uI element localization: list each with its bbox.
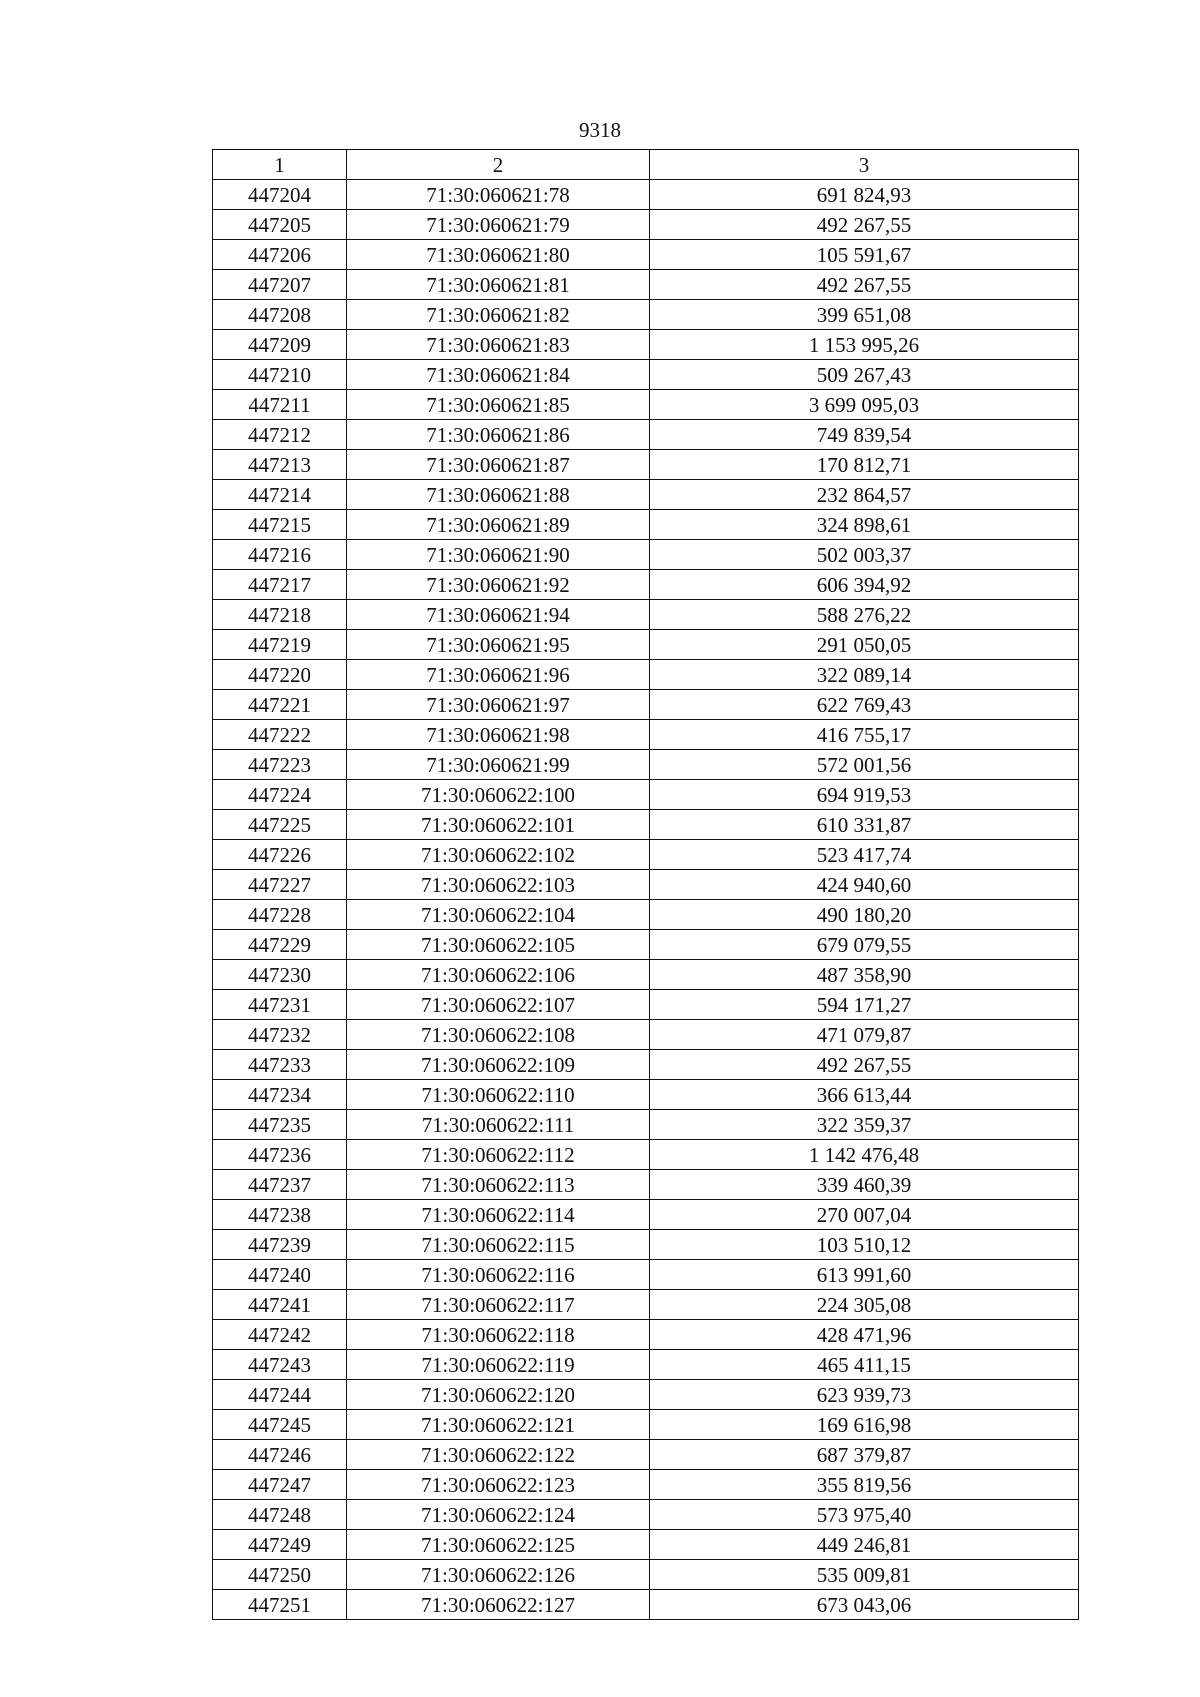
table-cell: 679 079,55 [650, 930, 1079, 960]
table-cell: 447216 [213, 540, 347, 570]
table-cell: 71:30:060622:119 [347, 1350, 650, 1380]
table-row [213, 1530, 1079, 1560]
page-number: 9318 [579, 118, 621, 142]
table-cell: 447229 [213, 930, 347, 960]
table-row [213, 420, 1079, 450]
table-cell: 447236 [213, 1140, 347, 1170]
table-header-row [213, 150, 1079, 180]
table-row [213, 330, 1079, 360]
table-cell: 471 079,87 [650, 1020, 1079, 1050]
table-cell: 447205 [213, 210, 347, 240]
table-cell: 3 699 095,03 [650, 390, 1079, 420]
table-cell: 71:30:060621:92 [347, 570, 650, 600]
table-cell: 623 939,73 [650, 1380, 1079, 1410]
table-cell: 270 007,04 [650, 1200, 1079, 1230]
table-cell: 71:30:060622:120 [347, 1380, 650, 1410]
table-row [213, 1350, 1079, 1380]
table-row [213, 690, 1079, 720]
table-row [213, 780, 1079, 810]
table-cell: 691 824,93 [650, 180, 1079, 210]
table-cell: 447233 [213, 1050, 347, 1080]
data-table [212, 149, 1079, 1620]
table-cell: 447210 [213, 360, 347, 390]
table-cell: 447235 [213, 1110, 347, 1140]
table-cell: 71:30:060622:121 [347, 1410, 650, 1440]
table-row [213, 1020, 1079, 1050]
table-cell: 416 755,17 [650, 720, 1079, 750]
column-header: 1 [213, 150, 347, 180]
table-cell: 610 331,87 [650, 810, 1079, 840]
table-cell: 71:30:060622:122 [347, 1440, 650, 1470]
table-cell: 447206 [213, 240, 347, 270]
table-cell: 1 153 995,26 [650, 330, 1079, 360]
table-row [213, 810, 1079, 840]
table-row [213, 570, 1079, 600]
table-row [213, 1290, 1079, 1320]
table-cell: 447244 [213, 1380, 347, 1410]
table-cell: 447230 [213, 960, 347, 990]
table-cell: 606 394,92 [650, 570, 1079, 600]
table-cell: 573 975,40 [650, 1500, 1079, 1530]
table-cell: 447249 [213, 1530, 347, 1560]
table-cell: 71:30:060621:95 [347, 630, 650, 660]
table-cell: 103 510,12 [650, 1230, 1079, 1260]
table-row [213, 360, 1079, 390]
table-cell: 71:30:060622:102 [347, 840, 650, 870]
table-cell: 71:30:060621:88 [347, 480, 650, 510]
table-cell: 71:30:060622:100 [347, 780, 650, 810]
table-cell: 447226 [213, 840, 347, 870]
table-cell: 447227 [213, 870, 347, 900]
table-row [213, 300, 1079, 330]
table-cell: 71:30:060622:103 [347, 870, 650, 900]
table-cell: 71:30:060622:101 [347, 810, 650, 840]
table-cell: 71:30:060621:97 [347, 690, 650, 720]
table-cell: 355 819,56 [650, 1470, 1079, 1500]
table-cell: 492 267,55 [650, 1050, 1079, 1080]
table-row [213, 930, 1079, 960]
table-cell: 71:30:060621:98 [347, 720, 650, 750]
table-cell: 71:30:060622:107 [347, 990, 650, 1020]
table-row [213, 1170, 1079, 1200]
table-row [213, 750, 1079, 780]
table-row [213, 1320, 1079, 1350]
table-cell: 71:30:060621:84 [347, 360, 650, 390]
table-cell: 71:30:060621:94 [347, 600, 650, 630]
table-cell: 447228 [213, 900, 347, 930]
table-cell: 71:30:060622:106 [347, 960, 650, 990]
table-cell: 1 142 476,48 [650, 1140, 1079, 1170]
table-row [213, 540, 1079, 570]
table-row [213, 480, 1079, 510]
table-cell: 169 616,98 [650, 1410, 1079, 1440]
table-cell: 447208 [213, 300, 347, 330]
column-header: 3 [650, 150, 1079, 180]
table-cell: 447221 [213, 690, 347, 720]
table-row [213, 630, 1079, 660]
table-row [213, 1380, 1079, 1410]
table-cell: 447239 [213, 1230, 347, 1260]
table-cell: 694 919,53 [650, 780, 1079, 810]
table-cell: 447247 [213, 1470, 347, 1500]
table-cell: 71:30:060622:123 [347, 1470, 650, 1500]
table-row [213, 450, 1079, 480]
table-cell: 447218 [213, 600, 347, 630]
table-cell: 502 003,37 [650, 540, 1079, 570]
table-cell: 71:30:060622:109 [347, 1050, 650, 1080]
table-row [213, 1590, 1079, 1620]
table-cell: 447246 [213, 1440, 347, 1470]
table-cell: 447207 [213, 270, 347, 300]
table-row [213, 600, 1079, 630]
table-cell: 71:30:060622:114 [347, 1200, 650, 1230]
table-row [213, 240, 1079, 270]
table-row [213, 390, 1079, 420]
table-cell: 447231 [213, 990, 347, 1020]
table-cell: 232 864,57 [650, 480, 1079, 510]
table-cell: 447213 [213, 450, 347, 480]
table-row [213, 1230, 1079, 1260]
table-cell: 71:30:060621:99 [347, 750, 650, 780]
table-cell: 71:30:060622:118 [347, 1320, 650, 1350]
table-cell: 71:30:060622:124 [347, 1500, 650, 1530]
table-cell: 224 305,08 [650, 1290, 1079, 1320]
table-cell: 447220 [213, 660, 347, 690]
table-cell: 170 812,71 [650, 450, 1079, 480]
table-cell: 71:30:060621:80 [347, 240, 650, 270]
table-cell: 447217 [213, 570, 347, 600]
table-cell: 588 276,22 [650, 600, 1079, 630]
table-cell: 447224 [213, 780, 347, 810]
table-row [213, 180, 1079, 210]
table-cell: 447234 [213, 1080, 347, 1110]
table-cell: 447243 [213, 1350, 347, 1380]
table-cell: 105 591,67 [650, 240, 1079, 270]
table-cell: 71:30:060622:125 [347, 1530, 650, 1560]
table-row [213, 840, 1079, 870]
table-cell: 673 043,06 [650, 1590, 1079, 1620]
table-cell: 71:30:060621:86 [347, 420, 650, 450]
table-row [213, 270, 1079, 300]
table-cell: 322 089,14 [650, 660, 1079, 690]
table-row [213, 1200, 1079, 1230]
table-cell: 71:30:060622:104 [347, 900, 650, 930]
table-row [213, 870, 1079, 900]
table-cell: 71:30:060621:79 [347, 210, 650, 240]
table-cell: 535 009,81 [650, 1560, 1079, 1590]
table-row [213, 990, 1079, 1020]
table-cell: 71:30:060622:113 [347, 1170, 650, 1200]
table-cell: 71:30:060622:110 [347, 1080, 650, 1110]
table-cell: 71:30:060621:89 [347, 510, 650, 540]
table-cell: 71:30:060622:108 [347, 1020, 650, 1050]
table-row [213, 720, 1079, 750]
table-row [213, 1470, 1079, 1500]
table-cell: 428 471,96 [650, 1320, 1079, 1350]
table-row [213, 900, 1079, 930]
table-row [213, 1110, 1079, 1140]
table-cell: 339 460,39 [650, 1170, 1079, 1200]
table-cell: 447241 [213, 1290, 347, 1320]
table-cell: 447215 [213, 510, 347, 540]
table-row [213, 960, 1079, 990]
table-row [213, 510, 1079, 540]
table-cell: 447214 [213, 480, 347, 510]
table-cell: 71:30:060622:111 [347, 1110, 650, 1140]
table-cell: 613 991,60 [650, 1260, 1079, 1290]
table-row [213, 1140, 1079, 1170]
table-cell: 71:30:060622:112 [347, 1140, 650, 1170]
table-cell: 71:30:060621:78 [347, 180, 650, 210]
table-cell: 492 267,55 [650, 210, 1079, 240]
table-row [213, 1080, 1079, 1110]
table-row [213, 1440, 1079, 1470]
table-row [213, 1260, 1079, 1290]
table-cell: 71:30:060621:83 [347, 330, 650, 360]
table-cell: 447248 [213, 1500, 347, 1530]
table-cell: 71:30:060622:116 [347, 1260, 650, 1290]
table-body [213, 180, 1079, 1620]
table-cell: 447232 [213, 1020, 347, 1050]
table-cell: 687 379,87 [650, 1440, 1079, 1470]
table-cell: 594 171,27 [650, 990, 1079, 1020]
table-cell: 447219 [213, 630, 347, 660]
table-cell: 366 613,44 [650, 1080, 1079, 1110]
table-cell: 324 898,61 [650, 510, 1079, 540]
table-cell: 447222 [213, 720, 347, 750]
table-cell: 447242 [213, 1320, 347, 1350]
table-cell: 71:30:060621:90 [347, 540, 650, 570]
table-cell: 447250 [213, 1560, 347, 1590]
table-cell: 465 411,15 [650, 1350, 1079, 1380]
table-row [213, 1410, 1079, 1440]
table-cell: 71:30:060621:81 [347, 270, 650, 300]
table-cell: 71:30:060621:85 [347, 390, 650, 420]
table-cell: 447223 [213, 750, 347, 780]
table-cell: 71:30:060622:115 [347, 1230, 650, 1260]
table-cell: 490 180,20 [650, 900, 1079, 930]
table-cell: 322 359,37 [650, 1110, 1079, 1140]
table-cell: 71:30:060621:87 [347, 450, 650, 480]
table-row [213, 1050, 1079, 1080]
table-cell: 447251 [213, 1590, 347, 1620]
table-row [213, 210, 1079, 240]
table-cell: 71:30:060622:127 [347, 1590, 650, 1620]
table-cell: 749 839,54 [650, 420, 1079, 450]
table-cell: 447245 [213, 1410, 347, 1440]
table-cell: 622 769,43 [650, 690, 1079, 720]
table-cell: 71:30:060621:96 [347, 660, 650, 690]
table-cell: 424 940,60 [650, 870, 1079, 900]
table-cell: 71:30:060622:117 [347, 1290, 650, 1320]
table-row [213, 1560, 1079, 1590]
table-cell: 487 358,90 [650, 960, 1079, 990]
table-cell: 71:30:060622:126 [347, 1560, 650, 1590]
table-cell: 71:30:060622:105 [347, 930, 650, 960]
table-cell: 492 267,55 [650, 270, 1079, 300]
table-row [213, 660, 1079, 690]
table-cell: 572 001,56 [650, 750, 1079, 780]
table-row [213, 1500, 1079, 1530]
column-header: 2 [347, 150, 650, 180]
table-cell: 447204 [213, 180, 347, 210]
table-cell: 509 267,43 [650, 360, 1079, 390]
table-cell: 399 651,08 [650, 300, 1079, 330]
table-cell: 447209 [213, 330, 347, 360]
table-cell: 447238 [213, 1200, 347, 1230]
table-cell: 523 417,74 [650, 840, 1079, 870]
table-cell: 447237 [213, 1170, 347, 1200]
table-cell: 447240 [213, 1260, 347, 1290]
table-cell: 291 050,05 [650, 630, 1079, 660]
table-cell: 447212 [213, 420, 347, 450]
table-cell: 71:30:060621:82 [347, 300, 650, 330]
table-cell: 449 246,81 [650, 1530, 1079, 1560]
table-cell: 447211 [213, 390, 347, 420]
table-cell: 447225 [213, 810, 347, 840]
